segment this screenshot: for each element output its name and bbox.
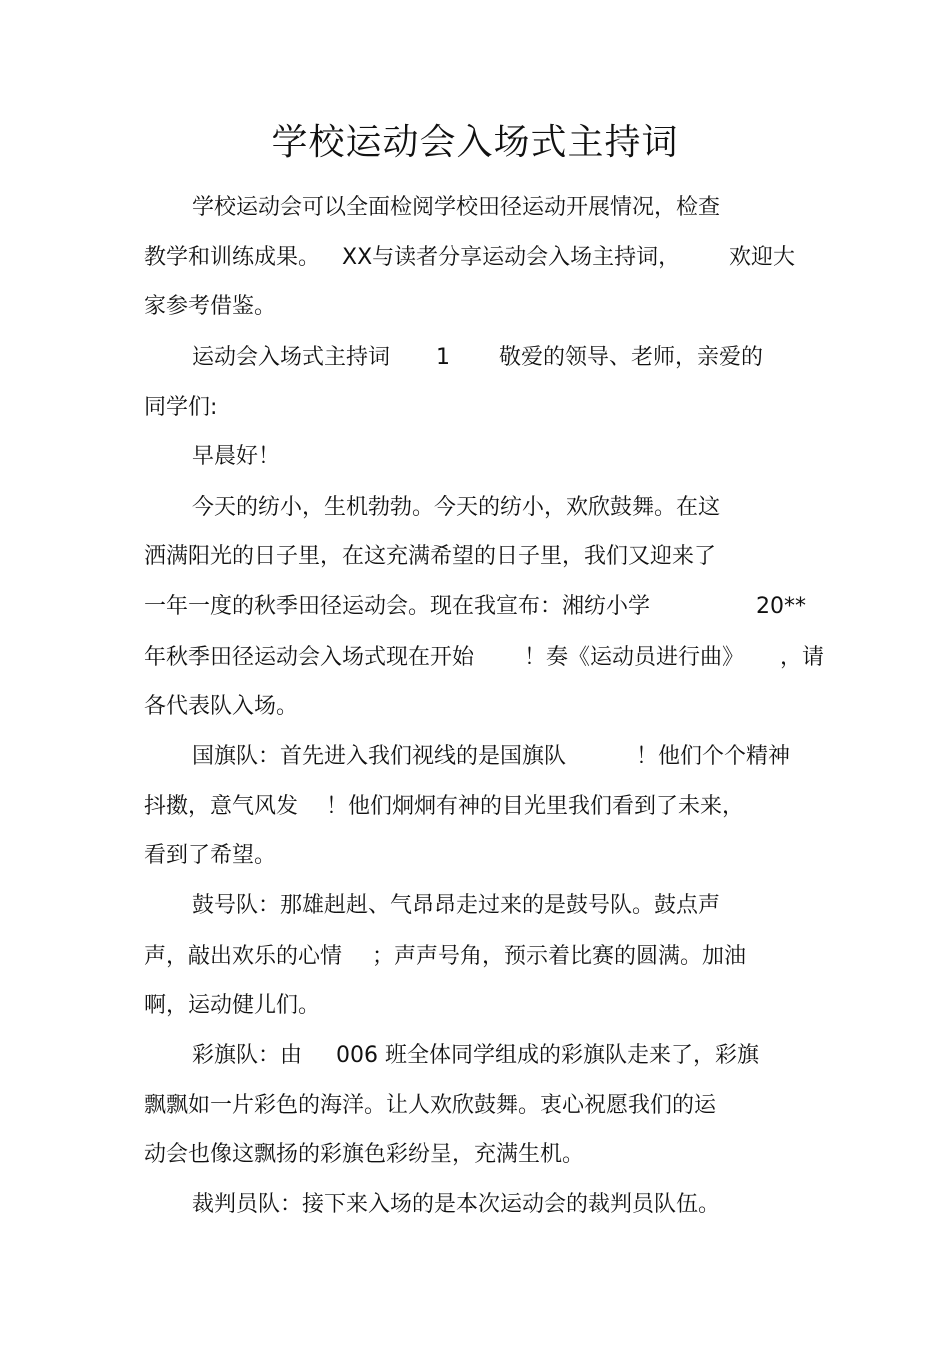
text-segment: 006 班全体同学组成的彩旗队走来了，彩旗: [336, 1043, 759, 1068]
paragraph-line: [144, 1088, 814, 1124]
paragraph-line: [144, 190, 814, 226]
text-segment: 看到了希望。: [144, 843, 277, 868]
paragraph-line: [144, 1187, 814, 1223]
paragraph-line: [144, 490, 814, 526]
paragraph-line: [144, 390, 814, 426]
text-segment: 洒满阳光的日子里，在这充满希望的日子里，我们又迎来了: [144, 544, 717, 569]
paragraph-line: [144, 240, 814, 276]
paragraph-line: [144, 289, 814, 325]
paragraph-line: [144, 789, 814, 825]
paragraph-line: [144, 640, 825, 676]
text-segment: 声，敲出欢乐的心情: [144, 944, 343, 969]
text-segment: 裁判员队：接下来入场的是本次运动会的裁判员队伍。: [192, 1192, 721, 1217]
text-segment: 啊，运动健儿们。: [144, 993, 321, 1018]
text-segment: 20**: [756, 594, 806, 619]
text-segment: 国旗队：首先进入我们视线的是国旗队: [192, 744, 567, 769]
text-segment: 今天的纺小，生机勃勃。今天的纺小，欢欣鼓舞。在这: [192, 495, 721, 520]
paragraph-line: [144, 888, 814, 924]
paragraph-line: [144, 988, 814, 1024]
page-title: 学校运动会入场式主持词: [271, 122, 679, 163]
paragraph-line: [144, 589, 814, 625]
text-segment: 同学们:: [144, 395, 218, 420]
paragraph-line: [144, 689, 814, 725]
paragraph-line: [144, 1137, 814, 1173]
paragraph-line: [144, 838, 814, 874]
text-segment: 学校运动会可以全面检阅学校田径运动开展情况，检查: [192, 195, 721, 220]
text-segment: 动会也像这飘扬的彩旗色彩纷呈，充满生机。: [144, 1142, 585, 1167]
text-segment: 彩旗队：由: [192, 1043, 303, 1068]
text-segment: 年秋季田径运动会入场式现在开始: [144, 645, 475, 670]
paragraph-line: [144, 1038, 814, 1074]
paragraph-line: [144, 739, 814, 775]
text-segment: 敬爱的领导、老师，亲爱的: [499, 345, 764, 370]
text-segment: ！他们个个精神: [636, 744, 791, 769]
text-segment: XX与读者分享运动会入场主持词，: [342, 245, 681, 270]
text-segment: ！他们炯炯有神的目光里我们看到了未来，: [326, 794, 745, 819]
paragraph-line: [144, 439, 814, 475]
paragraph-line: [144, 340, 814, 376]
text-segment: 一年一度的秋季田径运动会。现在我宣布：湘纺小学: [144, 594, 651, 619]
text-segment: 飘飘如一片彩色的海洋。让人欢欣鼓舞。衷心祝愿我们的运: [144, 1093, 717, 1118]
text-segment: ，请: [780, 645, 825, 670]
text-segment: ；声声号角，预示着比赛的圆满。加油: [372, 944, 747, 969]
text-segment: 欢迎大: [729, 245, 796, 270]
paragraph-line: [144, 539, 814, 575]
text-segment: 鼓号队：那雄赳赳、气昂昂走过来的是鼓号队。鼓点声: [192, 893, 721, 918]
text-segment: 运动会入场式主持词: [192, 345, 391, 370]
text-segment: 教学和训练成果。: [144, 245, 321, 270]
text-segment: 早晨好！: [192, 444, 281, 469]
text-segment: 1: [436, 345, 450, 370]
text-segment: 家参考借鉴。: [144, 294, 277, 319]
text-segment: 各代表队入场。: [144, 694, 299, 719]
text-segment: 抖擞，意气风发: [144, 794, 299, 819]
paragraph-line: [144, 939, 814, 975]
text-segment: ！奏《运动员进行曲》: [524, 645, 745, 670]
